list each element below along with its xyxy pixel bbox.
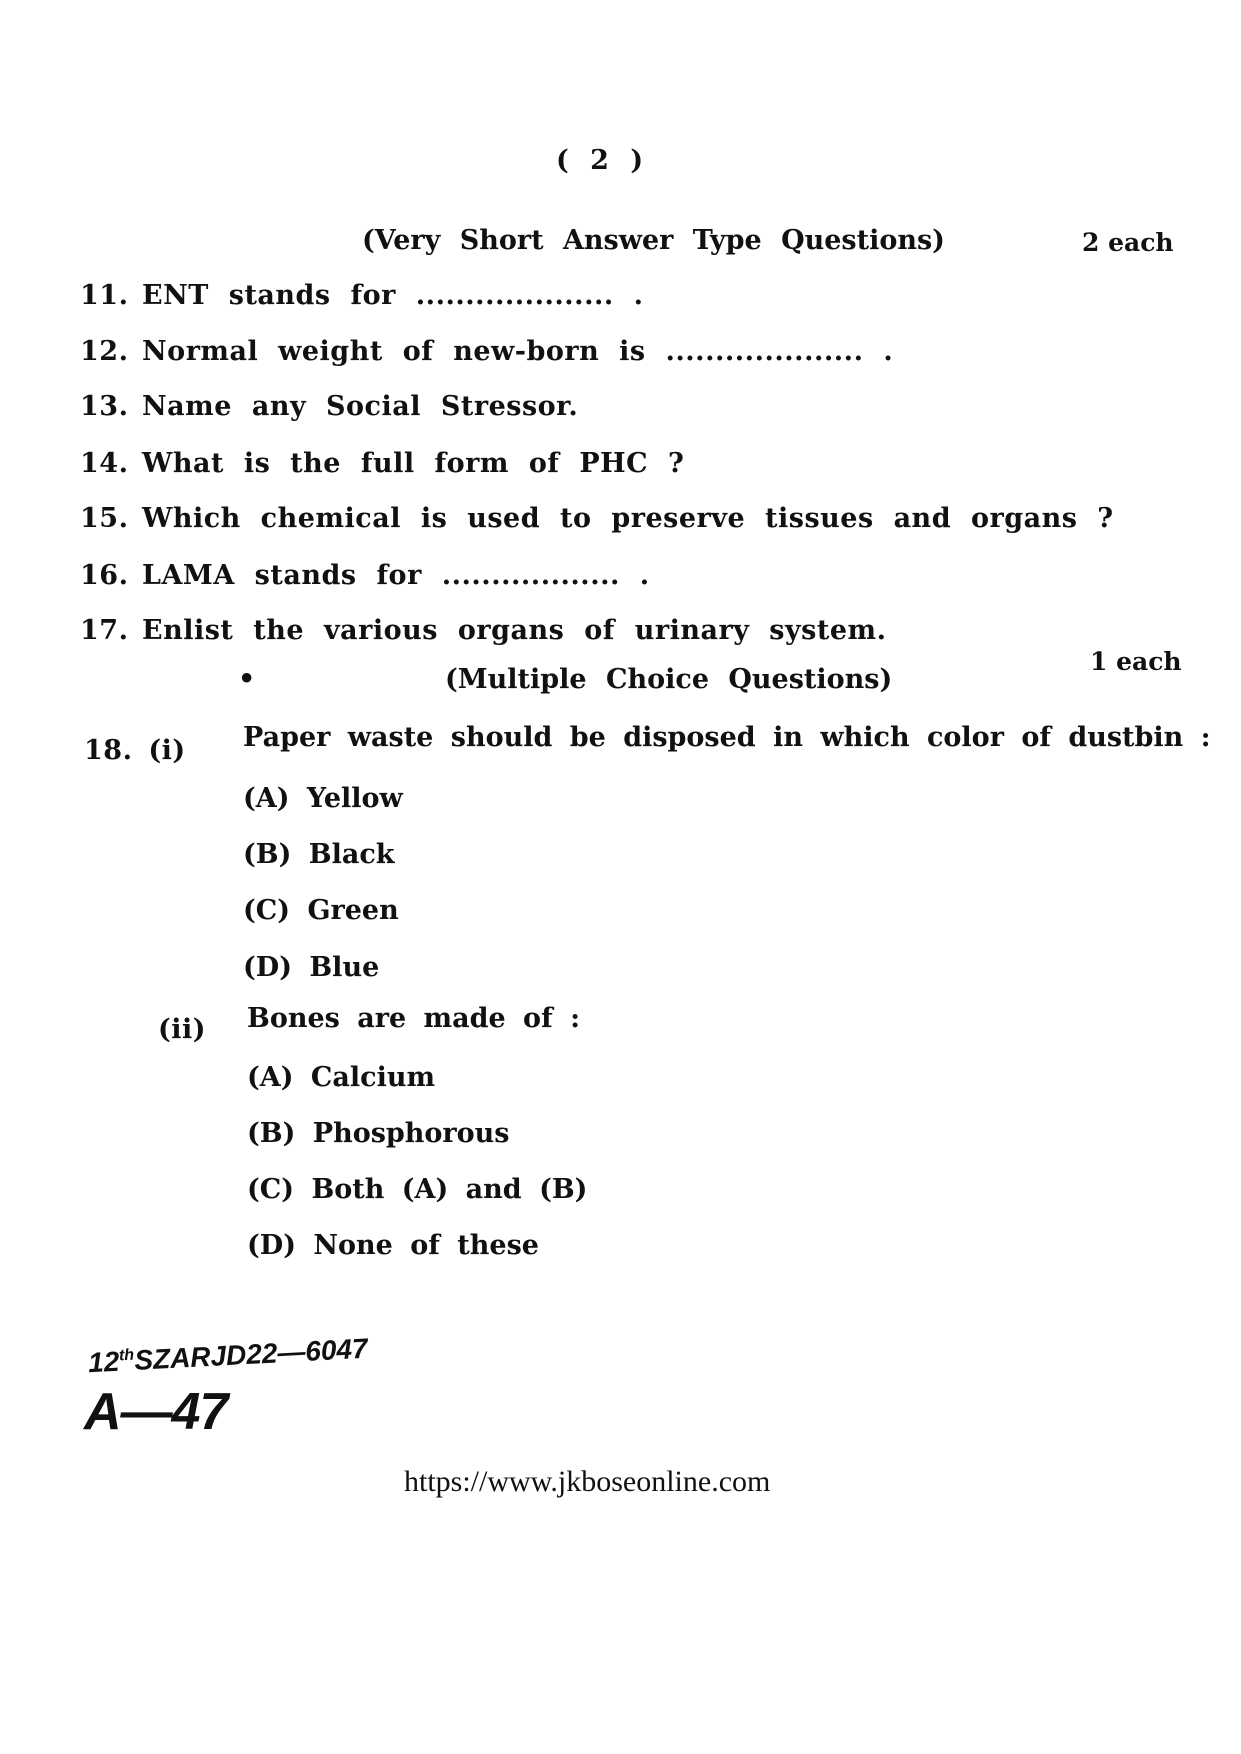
question-text: Name any Social Stressor. [142, 391, 579, 422]
paper-code-sup: th [118, 1346, 135, 1365]
question-text: Normal weight of new-born is .................... . [142, 336, 894, 367]
mcq-18-i-text: Paper waste should be disposed in which color of dustbin : [243, 722, 1211, 753]
mcq-option: (D) Blue [243, 952, 380, 983]
mcq-18-ii-text: Bones are made of : [247, 1003, 581, 1034]
paper-code-prefix: 12 [87, 1345, 121, 1379]
question-text: ENT stands for .................... . [142, 280, 644, 311]
section-heading-mcq: (Multiple Choice Questions) [445, 664, 893, 695]
mcq-option: (B) Phosphorous [247, 1118, 510, 1149]
question-13 [80, 391, 578, 422]
question-17 [80, 615, 887, 646]
series-code: A—47 [84, 1383, 228, 1441]
question-number: 13. [80, 391, 129, 422]
mcq-option: (A) Yellow [243, 783, 403, 814]
question-text: Which chemical is used to preserve tissues and organs ? [142, 503, 1114, 534]
question-number: 18. [84, 735, 133, 766]
question-12 [80, 336, 893, 367]
source-url: https://www.jkboseonline.com [404, 1465, 771, 1498]
mcq-option: (D) None of these [247, 1230, 539, 1261]
section-heading-very-short: (Very Short Answer Type Questions) [362, 225, 945, 256]
section-marks-very-short: 2 each [1082, 228, 1174, 257]
question-number: 14. [80, 448, 129, 479]
question-number: 17. [80, 615, 129, 646]
question-15 [80, 503, 1114, 534]
question-number: 11. [80, 280, 129, 311]
question-number: 15. [80, 503, 129, 534]
question-number: 16. [80, 560, 129, 591]
mcq-18-i-stem [84, 735, 186, 766]
sub-question-number: (i) [148, 735, 186, 766]
mcq-option: (C) Green [243, 895, 399, 926]
section-marks-mcq: 1 each [1090, 647, 1182, 676]
question-14 [80, 448, 684, 479]
question-text: Enlist the various organs of urinary system. [142, 615, 887, 646]
mcq-option: (C) Both (A) and (B) [247, 1174, 588, 1205]
mcq-18-ii-number: (ii) [158, 1014, 207, 1045]
question-16 [80, 560, 650, 591]
bullet-mark: • [238, 664, 256, 695]
paper-code [87, 1333, 368, 1380]
paper-code-rest: SZARJD22—6047 [133, 1332, 369, 1376]
question-number: 12. [80, 336, 129, 367]
question-text: What is the full form of PHC ? [142, 448, 685, 479]
page-number: ( 2 ) [556, 145, 650, 176]
mcq-option: (B) Black [243, 839, 395, 870]
mcq-option: (A) Calcium [247, 1062, 436, 1093]
question-11 [80, 280, 644, 311]
question-text: LAMA stands for .................. . [142, 560, 650, 591]
